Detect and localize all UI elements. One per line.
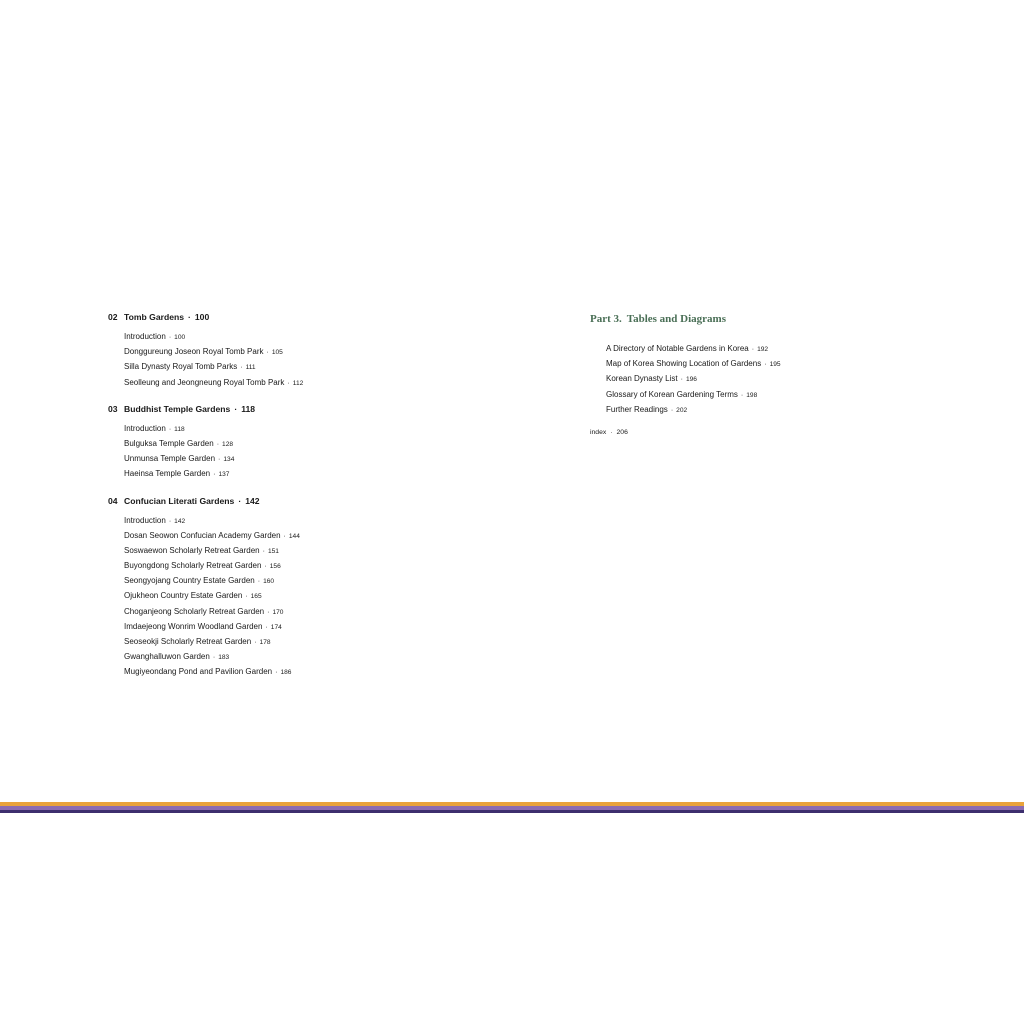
toc-entry[interactable] bbox=[108, 329, 468, 344]
entry-page: 144 bbox=[288, 532, 300, 540]
separator-dot: · bbox=[283, 532, 286, 540]
part-heading[interactable] bbox=[590, 311, 950, 327]
entry-page: 137 bbox=[218, 471, 230, 479]
stripe-indigo bbox=[0, 810, 1024, 813]
toc-entry[interactable] bbox=[108, 375, 468, 390]
separator-dot: · bbox=[287, 379, 290, 387]
separator-dot: · bbox=[670, 406, 674, 414]
separator-dot: · bbox=[212, 654, 216, 662]
separator-dot: · bbox=[266, 349, 269, 357]
entry-title: Map of Korea Showing Location of Gardens bbox=[606, 359, 762, 369]
section-page: 118 bbox=[241, 403, 256, 414]
part-title: Tables and Diagrams bbox=[626, 313, 726, 325]
separator-dot: · bbox=[245, 593, 248, 601]
section-page: 100 bbox=[194, 312, 210, 322]
right-page-toc bbox=[590, 311, 950, 439]
toc-entry[interactable] bbox=[108, 573, 468, 588]
entry-page: 170 bbox=[272, 608, 284, 616]
index-entry[interactable] bbox=[590, 427, 950, 439]
separator-dot: · bbox=[213, 471, 216, 479]
entry-page: 118 bbox=[174, 425, 185, 433]
toc-entry[interactable] bbox=[590, 356, 950, 371]
separator-dot: · bbox=[257, 578, 261, 586]
entry-title: Donggureung Joseon Royal Tomb Park bbox=[124, 347, 264, 357]
separator-dot: · bbox=[218, 456, 221, 464]
section-page: 142 bbox=[245, 495, 260, 506]
entry-page: 128 bbox=[222, 440, 234, 448]
entry-title: Dosan Seowon Confucian Academy Garden bbox=[124, 530, 281, 540]
separator-dot: · bbox=[751, 346, 755, 353]
toc-entry[interactable] bbox=[108, 558, 468, 573]
entry-page: 174 bbox=[270, 623, 282, 631]
entry-title: Ojukheon Country Estate Garden bbox=[124, 591, 243, 601]
toc-entry[interactable] bbox=[108, 604, 468, 619]
section-number: 02 bbox=[108, 312, 118, 322]
entry-page: 202 bbox=[676, 406, 688, 414]
entry-title: Choganjeong Scholarly Retreat Garden bbox=[124, 606, 265, 616]
toc-entry[interactable] bbox=[108, 513, 468, 528]
entry-title: A Directory of Notable Gardens in Korea bbox=[606, 344, 749, 353]
section-title: Confucian Literati Gardens bbox=[124, 495, 235, 506]
entry-title: Seoseokji Scholarly Retreat Garden bbox=[124, 637, 252, 646]
section-heading[interactable] bbox=[108, 403, 468, 416]
separator-dot: · bbox=[168, 517, 172, 525]
entry-title: Seongyojang Country Estate Garden bbox=[124, 576, 255, 586]
separator-dot: · bbox=[264, 563, 267, 571]
separator-dot: · bbox=[764, 361, 767, 369]
entry-title: Unmunsa Temple Garden bbox=[124, 454, 216, 464]
section-number: 04 bbox=[108, 495, 118, 506]
toc-entry[interactable] bbox=[590, 387, 950, 402]
toc-section bbox=[108, 403, 468, 482]
toc-entry[interactable] bbox=[108, 528, 468, 543]
entry-page: 105 bbox=[271, 349, 283, 357]
entry-title: Korean Dynasty List bbox=[606, 374, 678, 384]
separator-dot: · bbox=[168, 334, 172, 341]
entry-page: 151 bbox=[267, 547, 279, 555]
toc-entry[interactable] bbox=[108, 664, 468, 679]
entry-page: 186 bbox=[280, 669, 292, 677]
toc-entry[interactable] bbox=[108, 619, 468, 634]
section-heading[interactable] bbox=[108, 311, 468, 324]
entry-title: Soswaewon Scholarly Retreat Garden bbox=[124, 545, 260, 555]
entry-page: 156 bbox=[269, 563, 281, 571]
toc-entry[interactable] bbox=[108, 344, 468, 359]
toc-entry[interactable] bbox=[108, 421, 468, 436]
toc-entry[interactable] bbox=[108, 466, 468, 481]
entry-page: 192 bbox=[757, 346, 769, 353]
separator-dot: · bbox=[216, 440, 220, 448]
entry-page: 183 bbox=[218, 654, 230, 662]
toc-section bbox=[108, 311, 468, 390]
toc-entry[interactable] bbox=[108, 649, 468, 664]
entry-title: Mugiyeondang Pond and Pavilion Garden bbox=[124, 667, 273, 677]
toc-entry[interactable] bbox=[108, 451, 468, 466]
entry-title: Buyongdong Scholarly Retreat Garden bbox=[124, 561, 262, 571]
entry-title: Gwanghalluwon Garden bbox=[124, 652, 210, 662]
separator-dot: · bbox=[267, 608, 270, 616]
separator-dot: · bbox=[275, 669, 278, 677]
separator-dot: · bbox=[238, 495, 242, 506]
separator-dot: · bbox=[610, 428, 613, 436]
decorative-stripes bbox=[0, 802, 1024, 813]
toc-entry[interactable] bbox=[108, 436, 468, 451]
toc-entry[interactable] bbox=[108, 359, 468, 374]
separator-dot: · bbox=[240, 364, 243, 372]
entry-title: Introduction bbox=[124, 332, 166, 341]
entry-title: Seolleung and Jeongneung Royal Tomb Park bbox=[124, 377, 285, 387]
entry-page: 100 bbox=[174, 334, 186, 341]
toc-entry[interactable] bbox=[590, 371, 950, 386]
entry-title: Introduction bbox=[124, 515, 166, 525]
entry-page: 111 bbox=[245, 364, 256, 372]
separator-dot: · bbox=[740, 391, 744, 399]
entry-page: 134 bbox=[223, 456, 235, 464]
toc-entry[interactable] bbox=[108, 634, 468, 649]
separator-dot: · bbox=[254, 639, 257, 646]
section-heading[interactable] bbox=[108, 495, 468, 508]
entry-title: Haeinsa Temple Garden bbox=[124, 469, 211, 479]
separator-dot: · bbox=[680, 376, 683, 384]
entry-page: 165 bbox=[250, 593, 262, 601]
entry-page: 195 bbox=[769, 361, 781, 369]
separator-dot: · bbox=[262, 547, 265, 555]
separator-dot: · bbox=[168, 425, 172, 433]
entry-title: Silla Dynasty Royal Tomb Parks bbox=[124, 362, 238, 372]
entry-page: 160 bbox=[263, 578, 275, 586]
entry-title: Introduction bbox=[124, 423, 166, 433]
entry-page: 198 bbox=[746, 391, 758, 399]
section-title: Buddhist Temple Gardens bbox=[124, 403, 231, 414]
toc-entry[interactable] bbox=[108, 588, 468, 603]
index-page: 206 bbox=[616, 428, 628, 436]
toc-entry[interactable] bbox=[590, 402, 950, 417]
toc-entry[interactable] bbox=[108, 543, 468, 558]
entry-page: 196 bbox=[685, 376, 697, 384]
left-page-toc bbox=[108, 311, 468, 693]
entry-title: Further Readings bbox=[606, 404, 668, 414]
section-title: Tomb Gardens bbox=[124, 312, 185, 322]
separator-dot: · bbox=[265, 623, 268, 631]
entry-title: Imdaejeong Wonrim Woodland Garden bbox=[124, 621, 263, 631]
toc-section bbox=[108, 495, 468, 680]
entry-page: 142 bbox=[174, 517, 186, 525]
entry-page: 178 bbox=[259, 639, 271, 646]
entry-page: 112 bbox=[292, 379, 304, 387]
index-label: index bbox=[590, 428, 607, 436]
section-number: 03 bbox=[108, 403, 118, 414]
part-label: Part 3. bbox=[590, 313, 622, 325]
separator-dot: · bbox=[234, 403, 238, 414]
toc-entry[interactable] bbox=[590, 341, 950, 356]
entry-title: Bulguksa Temple Garden bbox=[124, 438, 214, 448]
entry-title: Glossary of Korean Gardening Terms bbox=[606, 389, 738, 399]
separator-dot: · bbox=[188, 312, 191, 322]
